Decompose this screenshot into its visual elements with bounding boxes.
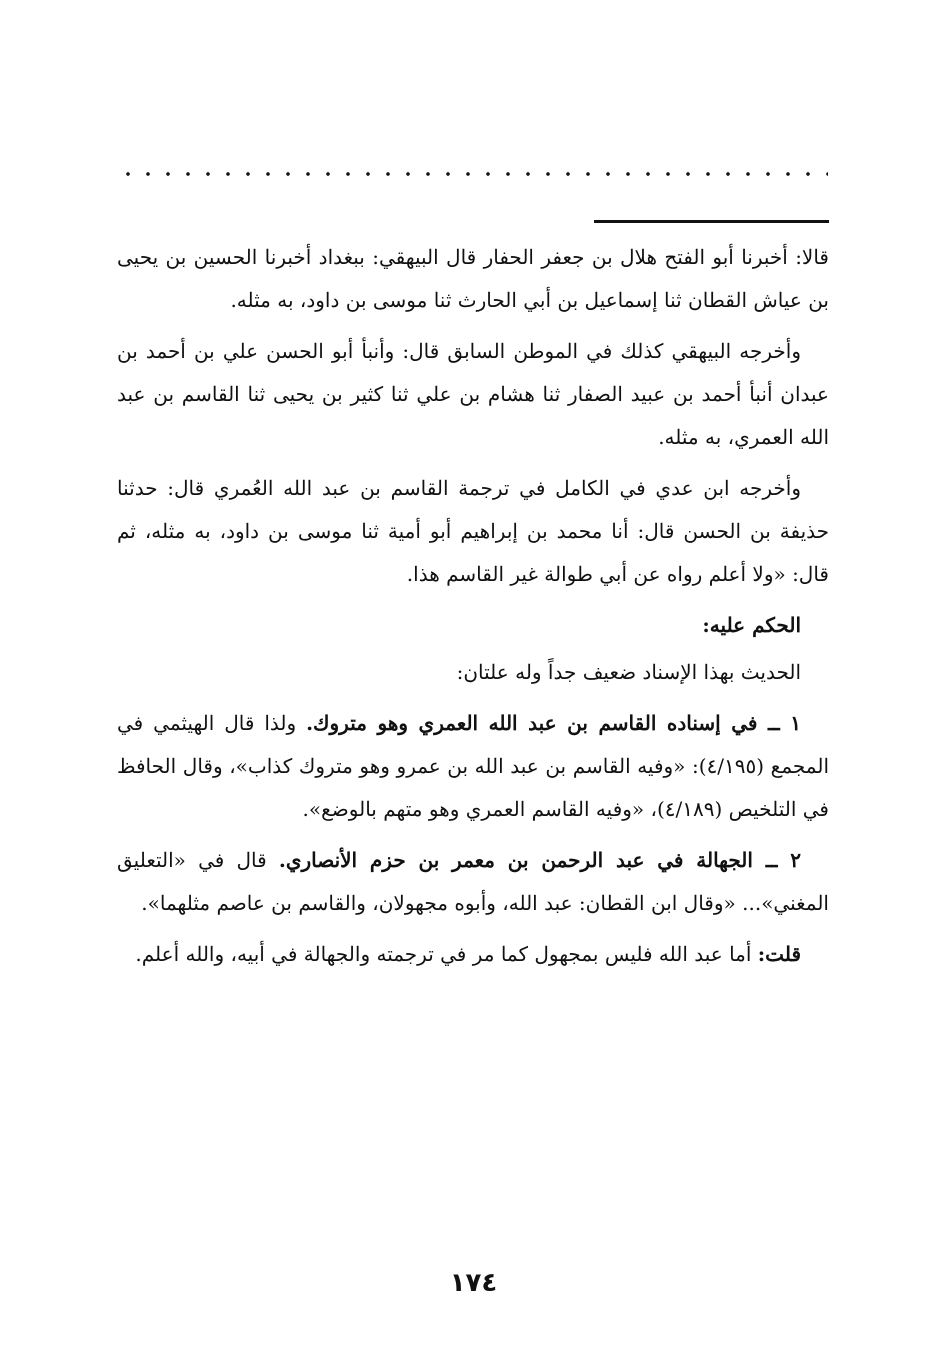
paragraph-5-lead: ١ ــ في إسناده القاسم بن عبد الله العمري وهو متروك.	[306, 711, 801, 735]
paragraph-6-lead: ٢ ــ الجهالة في عبد الرحمن بن معمر بن حزم الأنصاري.	[278, 848, 801, 872]
section-heading: الحكم عليه:	[702, 613, 801, 637]
paragraph-7-lead: قلت:	[757, 942, 801, 966]
paragraph-7-rest: أما عبد الله فليس بمجهول كما مر في ترجمته والجهالة في أبيه، والله أعلم.	[135, 942, 758, 966]
paragraph-4: الحديث بهذا الإسناد ضعيف جداً وله علتان:	[456, 660, 801, 684]
paragraph-5	[117, 702, 829, 831]
paragraph-6-rest: قال في «التعليق المغني»... «وقال ابن القطان: عبد الله، وأبوه مجهولان، والقاسم بن عاصم مثلهما».	[117, 848, 829, 915]
paragraph-7	[117, 933, 829, 976]
paragraph-3: وأخرجه ابن عدي في الكامل في ترجمة القاسم بن عبد الله العُمري قال: حدثنا حذيفة بن الحسن قال: أنا محمد بن إبراهيم أبو أمية ثنا موسى بن داود، به مثله، ثم قال: «ولا أعلم رواه عن أبي طوالة غير القاسم هذا.	[117, 476, 829, 586]
paragraph-5-rest: ولذا قال الهيثمي في المجمع (٤/١٩٥): «وفيه القاسم بن عبد الله بن عمرو وهو متروك كذاب»، وقال الحافظ في التلخيص (٤/١٨٩)، «وفيه القاسم العمري وهو متهم بالوضع».	[117, 711, 829, 821]
page-number: ١٧٤	[449, 1268, 498, 1298]
paragraph-6	[117, 839, 829, 925]
page-body	[117, 236, 829, 984]
dotted-separator	[118, 170, 828, 178]
paragraph-1: قالا: أخبرنا أبو الفتح هلال بن جعفر الحفار قال البيهقي: ببغداد أخبرنا الحسين بن يحيى بن عياش القطان ثنا إسماعيل بن أبي الحارث ثنا موسى بن داود، به مثله.	[117, 245, 829, 312]
paragraph-2: وأخرجه البيهقي كذلك في الموطن السابق قال: وأنبأ أبو الحسن علي بن أحمد بن عبدان أنبأ أحمد بن عبيد الصفار ثنا هشام بن علي ثنا كثير بن يحيى ثنا القاسم بن عبد الله العمري، به مثله.	[117, 339, 829, 449]
short-separator-line	[594, 220, 829, 223]
